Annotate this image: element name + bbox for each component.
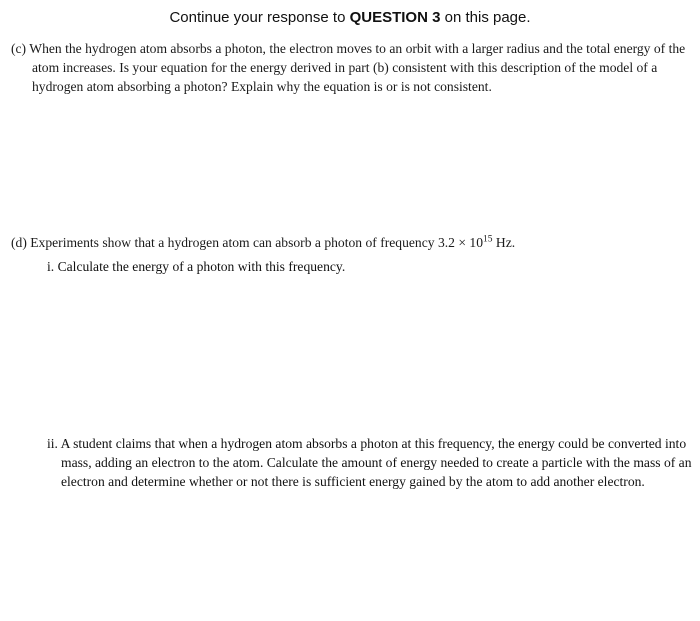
header-suffix: on this page. — [440, 9, 531, 26]
part-d-exponent: 15 — [483, 234, 493, 245]
question-part-d-ii — [47, 434, 692, 491]
part-d-text: (d) Experiments show that a hydrogen atom can absorb a photon of frequency 3.2 × 10 — [11, 235, 483, 250]
part-d-i-text: i. Calculate the energy of a photon with this frequency. — [47, 259, 346, 274]
part-d-ii-text: ii. A student claims that when a hydrogen atom absorbs a photon at this frequency, the energy could be converted into mass, adding an electron to the atom. Calculate the amount of energy needed to create a particle with the mass of an electron and determine whether or not there is sufficient energy gained by the atom to add another electron. — [47, 436, 692, 489]
header-prefix: Continue your response to — [169, 9, 350, 26]
question-part-c — [11, 39, 695, 96]
question-part-d — [11, 233, 691, 252]
question-part-d-i — [47, 257, 687, 276]
part-d-unit: Hz. — [492, 235, 516, 250]
part-c-text: (c) When the hydrogen atom absorbs a photon, the electron moves to an orbit with a larger radius and the total energy of the atom increases. Is your equation for the energy derived in part (b) consistent with this description of the model of a hydrogen atom absorbing a photon? Explain why the equation is or is not consistent. — [11, 41, 686, 94]
header-question-number: QUESTION 3 — [349, 9, 441, 26]
page-header — [0, 9, 700, 26]
